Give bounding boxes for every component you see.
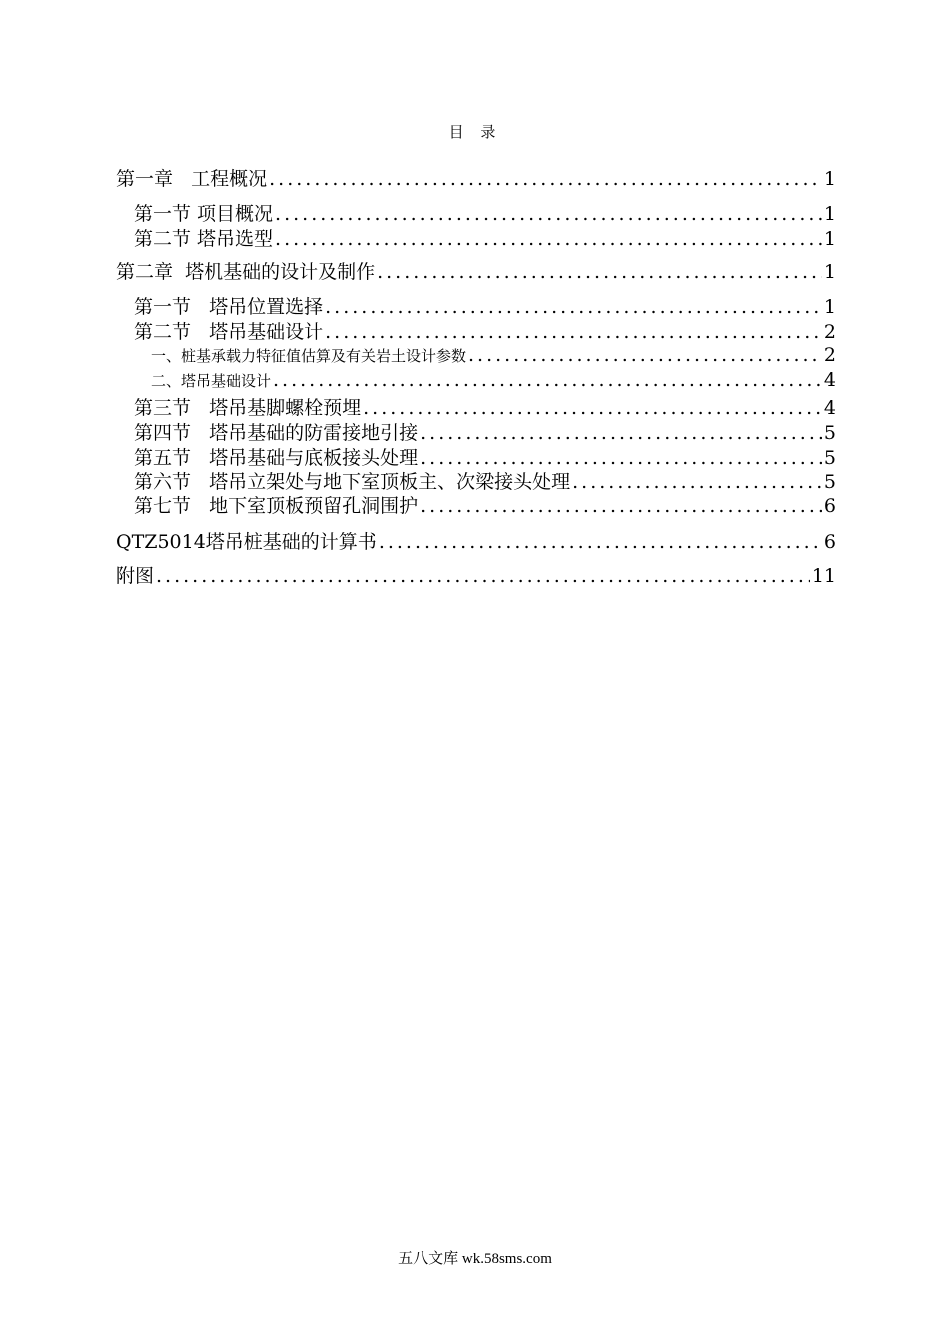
dot-leader (468, 344, 822, 366)
toc-entry-label: 第一节 塔吊位置选择 (134, 296, 324, 318)
toc-entry-label: 第五节 塔吊基础与底板接头处理 (134, 447, 419, 469)
toc-entry-page: 2 (823, 321, 836, 343)
dot-leader (156, 565, 810, 587)
toc-entry-section-2-3[interactable] (134, 393, 836, 420)
toc-entry-appendix[interactable] (116, 561, 836, 588)
toc-entry-label: 第二节 塔吊选型 (134, 228, 274, 250)
toc-entry-section-2-7[interactable] (134, 491, 836, 518)
toc-entry-page: 6 (823, 531, 836, 553)
toc-entry-section-2-2[interactable] (134, 317, 836, 344)
toc-entry-label: 第一节 项目概况 (134, 203, 274, 225)
dot-leader (269, 168, 822, 190)
toc-entry-page: 1 (823, 296, 836, 318)
toc-entry-chapter-1[interactable] (116, 164, 836, 191)
watermark-footer: 五八文库 wk.58sms.com (398, 1251, 552, 1267)
toc-entry-label: 第一章 工程概况 (116, 168, 268, 190)
toc-entry-page: 2 (823, 344, 836, 366)
toc-entry-page: 1 (823, 203, 836, 225)
dot-leader (325, 321, 822, 343)
toc-entry-label: 一、桩基承载力特征值估算及有关岩土设计参数 (151, 347, 467, 365)
dot-leader (420, 422, 822, 444)
dot-leader (275, 228, 822, 250)
toc-entry-page: 6 (823, 495, 836, 517)
toc-entry-page: 5 (823, 447, 836, 469)
toc-entry-page: 1 (823, 168, 836, 190)
toc-entry-chapter-2[interactable] (116, 257, 836, 284)
toc-entry-label: QTZ5014塔吊桩基础的计算书 (116, 531, 377, 553)
toc-entry-label: 第二节 塔吊基础设计 (134, 321, 324, 343)
dot-leader (572, 471, 822, 493)
toc-entry-section-1-1[interactable] (134, 199, 836, 226)
toc-entry-section-2-5[interactable] (134, 443, 836, 470)
toc-entry-page: 1 (823, 228, 836, 250)
dot-leader (275, 203, 822, 225)
toc-entry-subsection-2-2-1[interactable] (151, 344, 836, 366)
toc-entry-page: 4 (823, 369, 836, 391)
toc-entry-label: 第四节 塔吊基础的防雷接地引接 (134, 422, 419, 444)
toc-entry-section-2-1[interactable] (134, 292, 836, 319)
dot-leader (379, 531, 822, 553)
toc-entry-label: 第三节 塔吊基脚螺栓预埋 (134, 397, 362, 419)
toc-entry-label: 二、塔吊基础设计 (151, 372, 272, 390)
toc-entry-calculation-book[interactable] (116, 527, 836, 554)
toc-entry-page: 5 (823, 422, 836, 444)
toc-entry-label: 第二章 塔机基础的设计及制作 (116, 261, 376, 283)
toc-entry-subsection-2-2-2[interactable] (151, 369, 836, 391)
dot-leader (420, 495, 822, 517)
dot-leader (273, 369, 822, 391)
toc-entry-section-2-4[interactable] (134, 418, 836, 445)
toc-entry-page: 1 (823, 261, 836, 283)
toc-title: 目 录 (448, 123, 502, 141)
dot-leader (420, 447, 822, 469)
toc-entry-label: 第六节 塔吊立架处与地下室顶板主、次梁接头处理 (134, 471, 571, 493)
toc-entry-page: 4 (823, 397, 836, 419)
toc-entry-page: 11 (811, 565, 836, 587)
dot-leader (377, 261, 822, 283)
toc-entry-section-2-6[interactable] (134, 467, 836, 494)
toc-entry-label: 附图 (116, 565, 155, 587)
toc-entry-section-1-2[interactable] (134, 224, 836, 251)
toc-entry-label: 第七节 地下室顶板预留孔洞围护 (134, 495, 419, 517)
toc-entry-page: 5 (823, 471, 836, 493)
dot-leader (325, 296, 822, 318)
dot-leader (363, 397, 822, 419)
